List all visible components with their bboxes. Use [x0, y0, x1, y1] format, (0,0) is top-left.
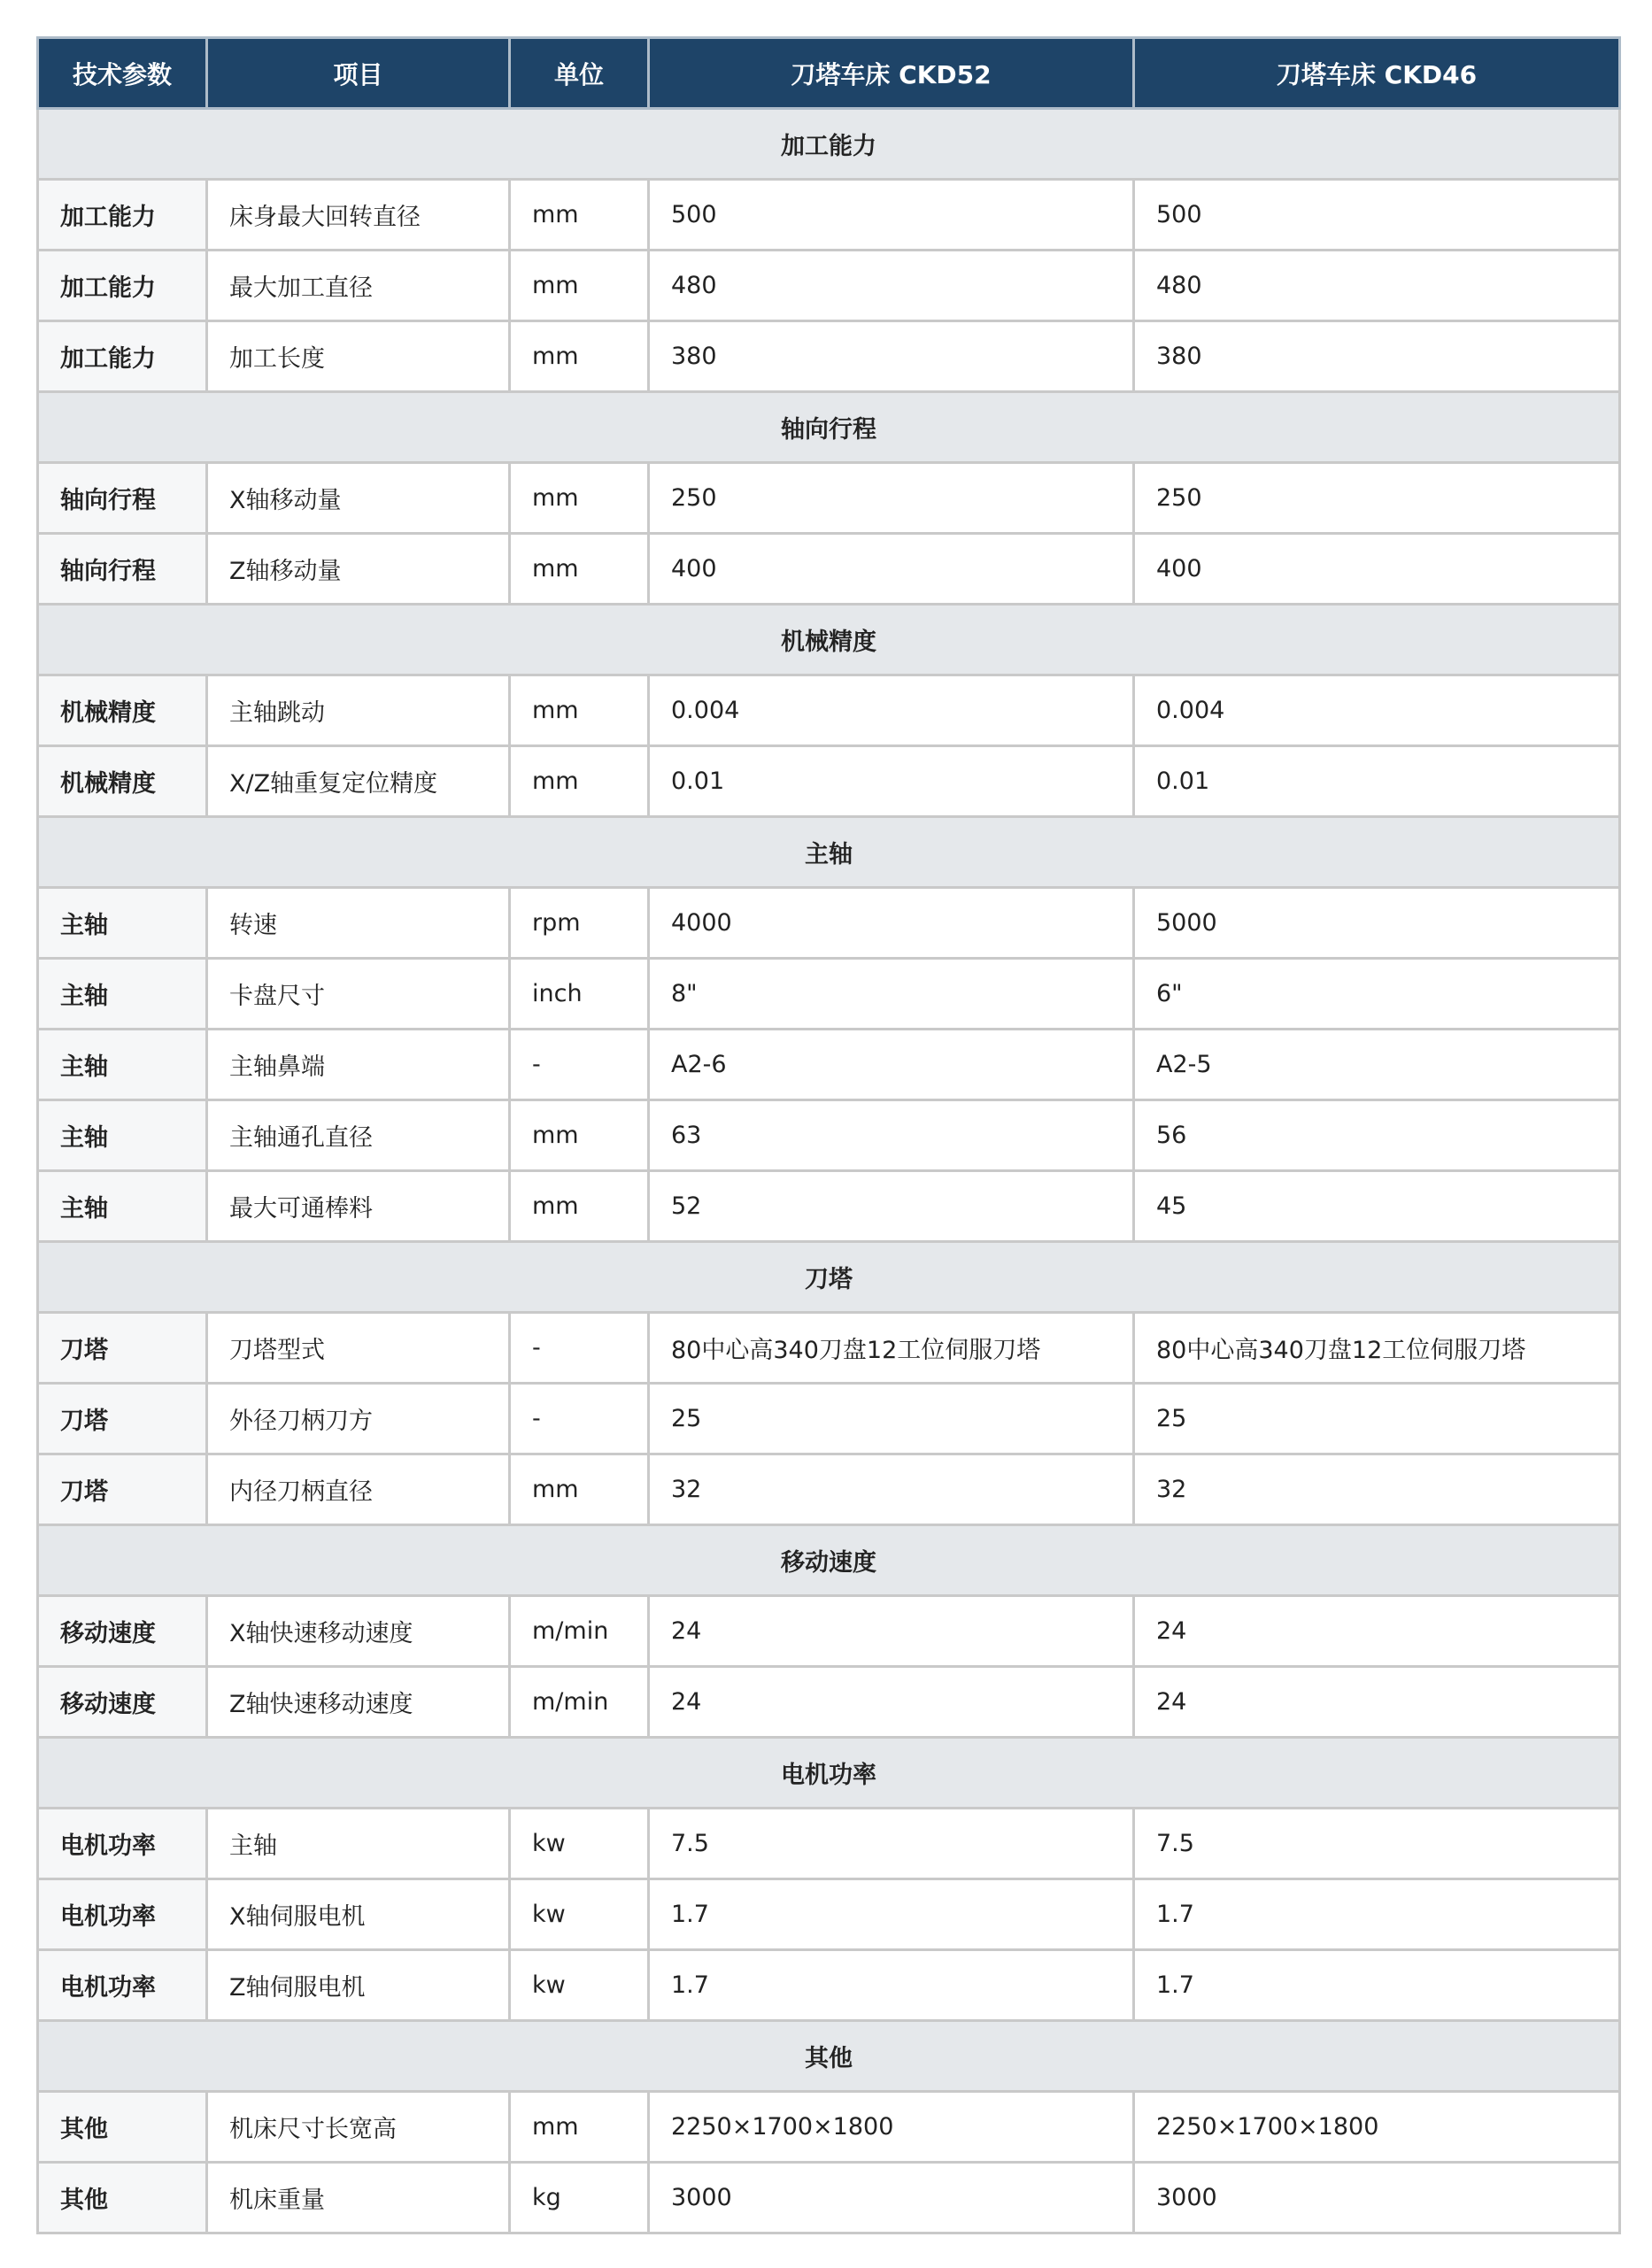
ckd52-value-cell: 63: [649, 1100, 1134, 1171]
table-row: [38, 746, 1620, 817]
ckd52-value-cell: 1.7: [649, 1950, 1134, 2021]
table-row: [38, 1809, 1620, 1879]
category-cell: 其他: [38, 2092, 207, 2163]
ckd52-value-cell: 250: [649, 463, 1134, 534]
section-title: 其他: [38, 2021, 1620, 2092]
ckd46-value-cell: 6": [1134, 959, 1620, 1030]
category-cell: 机械精度: [38, 746, 207, 817]
unit-cell: mm: [510, 180, 649, 251]
item-cell: 转速: [207, 888, 510, 959]
header-ckd46: 刀塔车床 CKD46: [1134, 38, 1620, 109]
ckd46-value-cell: 24: [1134, 1596, 1620, 1667]
ckd52-value-cell: 24: [649, 1596, 1134, 1667]
category-cell: 主轴: [38, 1030, 207, 1100]
table-row: [38, 1100, 1620, 1171]
header-ckd52: 刀塔车床 CKD52: [649, 38, 1134, 109]
ckd46-value-cell: 5000: [1134, 888, 1620, 959]
table-row: [38, 1879, 1620, 1950]
category-cell: 主轴: [38, 1171, 207, 1242]
item-cell: 卡盘尺寸: [207, 959, 510, 1030]
unit-cell: kw: [510, 1809, 649, 1879]
unit-cell: inch: [510, 959, 649, 1030]
unit-cell: mm: [510, 534, 649, 605]
ckd52-value-cell: 400: [649, 534, 1134, 605]
section-row: [38, 1738, 1620, 1809]
unit-cell: kg: [510, 2163, 649, 2233]
category-cell: 主轴: [38, 959, 207, 1030]
ckd46-value-cell: 24: [1134, 1667, 1620, 1738]
category-cell: 刀塔: [38, 1313, 207, 1384]
unit-cell: kw: [510, 1950, 649, 2021]
ckd52-value-cell: 4000: [649, 888, 1134, 959]
item-cell: 加工长度: [207, 321, 510, 392]
category-cell: 轴向行程: [38, 534, 207, 605]
section-row: [38, 817, 1620, 888]
item-cell: 床身最大回转直径: [207, 180, 510, 251]
category-cell: 加工能力: [38, 180, 207, 251]
item-cell: 外径刀柄刀方: [207, 1384, 510, 1454]
table-row: [38, 1030, 1620, 1100]
ckd46-value-cell: 45: [1134, 1171, 1620, 1242]
ckd46-value-cell: 3000: [1134, 2163, 1620, 2233]
table-row: [38, 2092, 1620, 2163]
unit-cell: -: [510, 1313, 649, 1384]
ckd52-value-cell: 3000: [649, 2163, 1134, 2233]
table-row: [38, 1384, 1620, 1454]
category-cell: 其他: [38, 2163, 207, 2233]
item-cell: X轴伺服电机: [207, 1879, 510, 1950]
category-cell: 主轴: [38, 1100, 207, 1171]
unit-cell: mm: [510, 463, 649, 534]
section-title: 刀塔: [38, 1242, 1620, 1313]
section-title: 主轴: [38, 817, 1620, 888]
ckd52-value-cell: 0.004: [649, 675, 1134, 746]
table-row: [38, 675, 1620, 746]
item-cell: 主轴鼻端: [207, 1030, 510, 1100]
table-row: [38, 1596, 1620, 1667]
header-unit: 单位: [510, 38, 649, 109]
table-row: [38, 959, 1620, 1030]
unit-cell: mm: [510, 251, 649, 321]
category-cell: 电机功率: [38, 1879, 207, 1950]
item-cell: 主轴跳动: [207, 675, 510, 746]
unit-cell: mm: [510, 675, 649, 746]
unit-cell: mm: [510, 1171, 649, 1242]
category-cell: 主轴: [38, 888, 207, 959]
section-title: 加工能力: [38, 109, 1620, 180]
unit-cell: mm: [510, 1100, 649, 1171]
item-cell: 机床重量: [207, 2163, 510, 2233]
ckd46-value-cell: 0.01: [1134, 746, 1620, 817]
ckd46-value-cell: 380: [1134, 321, 1620, 392]
ckd52-value-cell: 80中心高340刀盘12工位伺服刀塔: [649, 1313, 1134, 1384]
table-row: [38, 534, 1620, 605]
ckd52-value-cell: 480: [649, 251, 1134, 321]
category-cell: 轴向行程: [38, 463, 207, 534]
table-row: [38, 321, 1620, 392]
table-row: [38, 251, 1620, 321]
ckd52-value-cell: 25: [649, 1384, 1134, 1454]
ckd52-value-cell: 380: [649, 321, 1134, 392]
table-header: [38, 38, 1620, 109]
ckd46-value-cell: 7.5: [1134, 1809, 1620, 1879]
ckd46-value-cell: 2250×1700×1800: [1134, 2092, 1620, 2163]
section-row: [38, 109, 1620, 180]
ckd46-value-cell: 250: [1134, 463, 1620, 534]
category-cell: 电机功率: [38, 1950, 207, 2021]
spec-table: [36, 36, 1621, 2234]
item-cell: Z轴移动量: [207, 534, 510, 605]
ckd52-value-cell: 52: [649, 1171, 1134, 1242]
unit-cell: -: [510, 1030, 649, 1100]
item-cell: 内径刀柄直径: [207, 1454, 510, 1525]
item-cell: 机床尺寸长宽高: [207, 2092, 510, 2163]
section-row: [38, 1242, 1620, 1313]
ckd46-value-cell: 1.7: [1134, 1879, 1620, 1950]
table-row: [38, 1667, 1620, 1738]
table-row: [38, 2163, 1620, 2233]
category-cell: 电机功率: [38, 1809, 207, 1879]
section-row: [38, 605, 1620, 675]
ckd46-value-cell: A2-5: [1134, 1030, 1620, 1100]
ckd52-value-cell: 32: [649, 1454, 1134, 1525]
unit-cell: mm: [510, 1454, 649, 1525]
ckd46-value-cell: 500: [1134, 180, 1620, 251]
item-cell: 刀塔型式: [207, 1313, 510, 1384]
item-cell: 最大可通棒料: [207, 1171, 510, 1242]
header-item: 项目: [207, 38, 510, 109]
category-cell: 加工能力: [38, 251, 207, 321]
table-row: [38, 1313, 1620, 1384]
ckd46-value-cell: 32: [1134, 1454, 1620, 1525]
table-row: [38, 1454, 1620, 1525]
ckd46-value-cell: 56: [1134, 1100, 1620, 1171]
item-cell: X/Z轴重复定位精度: [207, 746, 510, 817]
unit-cell: kw: [510, 1879, 649, 1950]
unit-cell: -: [510, 1384, 649, 1454]
item-cell: 主轴通孔直径: [207, 1100, 510, 1171]
unit-cell: mm: [510, 321, 649, 392]
ckd52-value-cell: 24: [649, 1667, 1134, 1738]
ckd46-value-cell: 480: [1134, 251, 1620, 321]
item-cell: 最大加工直径: [207, 251, 510, 321]
unit-cell: m/min: [510, 1596, 649, 1667]
category-cell: 刀塔: [38, 1454, 207, 1525]
ckd52-value-cell: 1.7: [649, 1879, 1134, 1950]
section-title: 移动速度: [38, 1525, 1620, 1596]
category-cell: 移动速度: [38, 1596, 207, 1667]
item-cell: X轴快速移动速度: [207, 1596, 510, 1667]
ckd46-value-cell: 400: [1134, 534, 1620, 605]
item-cell: Z轴快速移动速度: [207, 1667, 510, 1738]
table-row: [38, 1950, 1620, 2021]
category-cell: 刀塔: [38, 1384, 207, 1454]
unit-cell: m/min: [510, 1667, 649, 1738]
unit-cell: mm: [510, 746, 649, 817]
table-body: [38, 109, 1620, 2233]
category-cell: 加工能力: [38, 321, 207, 392]
section-row: [38, 1525, 1620, 1596]
header-tech-param: 技术参数: [38, 38, 207, 109]
category-cell: 机械精度: [38, 675, 207, 746]
table-row: [38, 180, 1620, 251]
ckd52-value-cell: 7.5: [649, 1809, 1134, 1879]
section-title: 机械精度: [38, 605, 1620, 675]
ckd46-value-cell: 25: [1134, 1384, 1620, 1454]
table-row: [38, 888, 1620, 959]
section-title: 轴向行程: [38, 392, 1620, 463]
section-row: [38, 392, 1620, 463]
category-cell: 移动速度: [38, 1667, 207, 1738]
ckd52-value-cell: 0.01: [649, 746, 1134, 817]
ckd52-value-cell: 2250×1700×1800: [649, 2092, 1134, 2163]
ckd46-value-cell: 0.004: [1134, 675, 1620, 746]
section-title: 电机功率: [38, 1738, 1620, 1809]
table-row: [38, 1171, 1620, 1242]
ckd52-value-cell: 500: [649, 180, 1134, 251]
ckd46-value-cell: 80中心高340刀盘12工位伺服刀塔: [1134, 1313, 1620, 1384]
item-cell: 主轴: [207, 1809, 510, 1879]
unit-cell: rpm: [510, 888, 649, 959]
ckd46-value-cell: 1.7: [1134, 1950, 1620, 2021]
table-row: [38, 463, 1620, 534]
ckd52-value-cell: 8": [649, 959, 1134, 1030]
item-cell: X轴移动量: [207, 463, 510, 534]
section-row: [38, 2021, 1620, 2092]
header-row: [38, 38, 1620, 109]
unit-cell: mm: [510, 2092, 649, 2163]
ckd52-value-cell: A2-6: [649, 1030, 1134, 1100]
item-cell: Z轴伺服电机: [207, 1950, 510, 2021]
